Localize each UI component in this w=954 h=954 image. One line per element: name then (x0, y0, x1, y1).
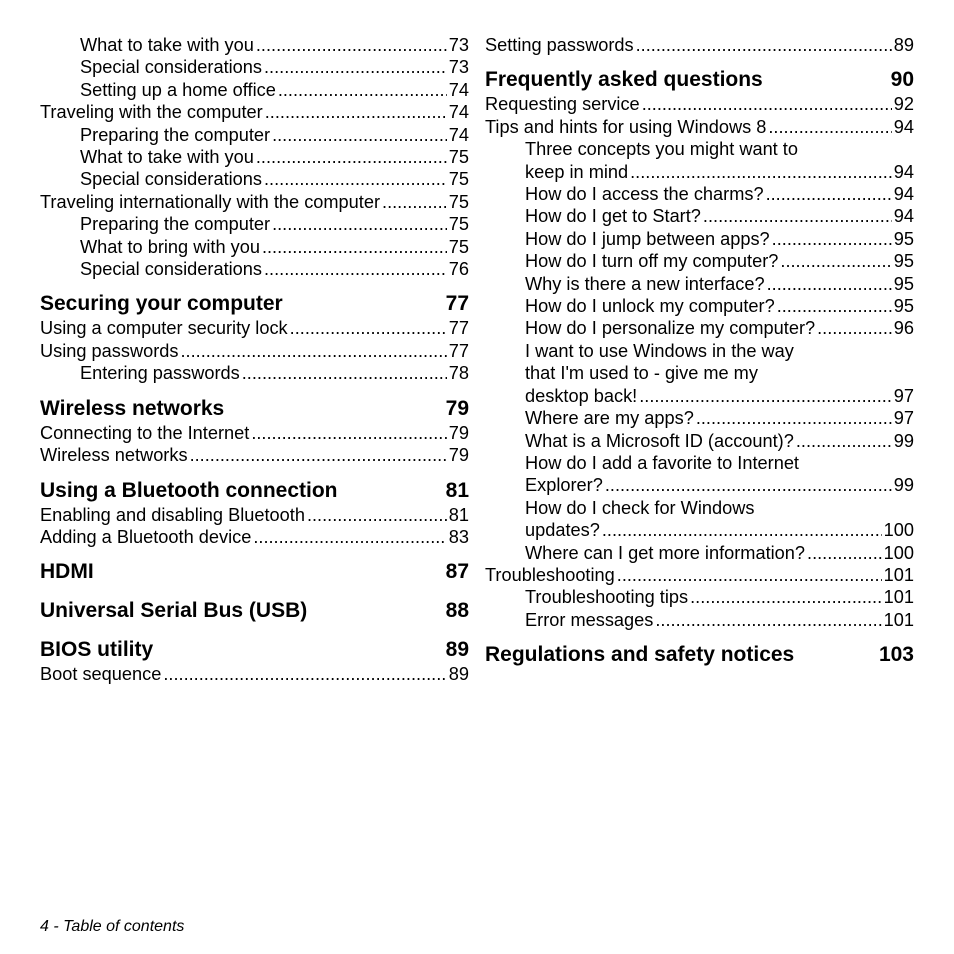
entry-title: Wireless networks (40, 445, 188, 466)
dot-leader (602, 519, 882, 541)
toc-subentry[interactable] (485, 183, 914, 205)
section-title: Securing your computer (40, 292, 283, 316)
toc-entry[interactable] (485, 34, 914, 56)
entry-title: Tips and hints for using Windows 8 (485, 116, 767, 137)
toc-subentry[interactable] (485, 407, 914, 429)
dot-leader (251, 422, 446, 444)
entry-page-number: 101 (883, 564, 914, 585)
entry-page-number: 94 (893, 184, 914, 205)
page-footer: 4 - Table of contents (40, 918, 185, 935)
toc-section-heading[interactable] (40, 396, 469, 422)
section-title: Using a Bluetooth connection (40, 478, 338, 502)
entry-title: Special considerations (80, 57, 262, 78)
toc-entry[interactable] (40, 340, 469, 362)
dot-leader (180, 340, 446, 362)
dot-leader (253, 526, 446, 548)
entry-title: Where can I get more information? (525, 542, 806, 563)
dot-leader (655, 609, 881, 631)
entry-page-number: 83 (448, 526, 469, 547)
dot-leader (639, 385, 892, 407)
dot-leader (190, 444, 447, 466)
entry-title: Connecting to the Internet (40, 422, 250, 443)
entry-page-number: 74 (448, 102, 469, 123)
toc-entry[interactable] (40, 422, 469, 444)
toc-subentry[interactable] (485, 609, 914, 631)
toc-entry-text-line[interactable]: that I'm used to - give me my (525, 363, 758, 384)
entry-page-number: 81 (448, 504, 469, 525)
toc-subentry[interactable] (40, 213, 469, 235)
entry-page-number: 74 (448, 79, 469, 100)
entry-page-number: 73 (448, 35, 469, 55)
toc-entry-text-line[interactable]: Three concepts you might want to (525, 139, 798, 160)
entry-title: What to take with you (80, 35, 254, 55)
entry-title: Requesting service (485, 94, 640, 115)
dot-leader (796, 430, 892, 452)
entry-page-number: 95 (893, 296, 914, 317)
entry-title: What is a Microsoft ID (account)? (525, 430, 794, 451)
entry-title: What to take with you (80, 147, 254, 168)
toc-subentry[interactable] (485, 586, 914, 608)
toc-subentry[interactable] (40, 124, 469, 146)
entry-page-number: 89 (893, 35, 914, 55)
entry-page-number: 95 (893, 228, 914, 249)
toc-section-heading[interactable] (485, 67, 914, 93)
entry-page-number: 99 (893, 430, 914, 451)
entry-title: Entering passwords (80, 363, 240, 384)
entry-page-number: 75 (448, 191, 469, 212)
entry-title: Setting up a home office (80, 79, 276, 100)
toc-entry[interactable] (40, 526, 469, 548)
entry-page-number: 79 (448, 422, 469, 443)
entry-page-number: 94 (893, 161, 914, 182)
dot-leader (642, 93, 892, 115)
toc-subentry[interactable] (485, 519, 914, 541)
toc-entry-text-line[interactable]: How do I check for Windows (525, 497, 755, 518)
toc-entry-text-line[interactable]: How do I add a favorite to Internet (525, 452, 799, 473)
entry-page-number: 75 (448, 147, 469, 168)
dot-leader (290, 317, 447, 339)
entry-title: How do I unlock my computer? (525, 296, 775, 317)
entry-title: Setting passwords (485, 35, 634, 55)
toc-entry[interactable] (40, 317, 469, 339)
entry-page-number: 77 (448, 318, 469, 339)
toc-subentry[interactable] (485, 474, 914, 496)
section-page-number: 103 (878, 643, 914, 667)
entry-title: Using passwords (40, 340, 179, 361)
entry-page-number: 95 (893, 251, 914, 272)
toc-subentry[interactable] (485, 385, 914, 407)
entry-page-number: 78 (448, 363, 469, 384)
toc-section-heading[interactable] (485, 642, 914, 668)
section-page-number: 89 (445, 638, 469, 662)
section-page-number: 81 (445, 478, 469, 502)
toc-entry[interactable] (485, 93, 914, 115)
entry-page-number: 92 (893, 94, 914, 115)
toc-subentry[interactable] (485, 228, 914, 250)
entry-title: Explorer? (525, 475, 603, 496)
entry-title: Traveling internationally with the computer (40, 191, 381, 212)
dot-leader (264, 168, 447, 190)
section-title: Regulations and safety notices (485, 643, 795, 667)
toc-subentry[interactable] (40, 258, 469, 280)
section-page-number: 87 (445, 560, 469, 584)
toc-section-heading[interactable] (40, 559, 469, 585)
toc-subentry[interactable] (40, 56, 469, 78)
toc-subentry[interactable] (485, 205, 914, 227)
toc-entry[interactable] (40, 101, 469, 123)
toc-entry[interactable] (40, 663, 469, 685)
dot-leader (696, 407, 892, 429)
toc-section-heading[interactable] (40, 598, 469, 624)
toc-subentry[interactable] (485, 542, 914, 564)
entry-title: How do I get to Start? (525, 206, 701, 227)
toc-section-heading[interactable] (40, 637, 469, 663)
toc-subentry[interactable] (40, 168, 469, 190)
toc-subentry[interactable] (40, 146, 469, 168)
toc-left-column (40, 34, 469, 686)
entry-title: Troubleshooting tips (525, 587, 689, 608)
entry-title: Special considerations (80, 169, 262, 190)
entry-page-number: 73 (448, 57, 469, 78)
entry-page-number: 75 (448, 169, 469, 190)
entry-title: Error messages (525, 609, 654, 630)
section-page-number: 88 (445, 599, 469, 623)
dot-leader (278, 79, 447, 101)
dot-leader (256, 34, 447, 56)
entry-title: How do I turn off my computer? (525, 251, 779, 272)
dot-leader (307, 504, 447, 526)
entry-title: Using a computer security lock (40, 318, 288, 339)
toc-section-heading[interactable] (40, 478, 469, 504)
dot-leader (703, 205, 892, 227)
toc-subentry[interactable] (485, 161, 914, 183)
entry-title: How do I access the charms? (525, 184, 764, 205)
toc-right-column (485, 34, 914, 668)
dot-leader (777, 295, 892, 317)
entry-page-number: 94 (893, 206, 914, 227)
dot-leader (768, 116, 891, 138)
entry-title: Preparing the computer (80, 124, 271, 145)
dot-leader (256, 146, 447, 168)
section-page-number: 90 (890, 68, 914, 92)
dot-leader (772, 228, 892, 250)
dot-leader (766, 183, 892, 205)
dot-leader (690, 586, 882, 608)
entry-title: Preparing the computer (80, 214, 271, 235)
toc-entry[interactable] (40, 191, 469, 213)
section-title: Universal Serial Bus (USB) (40, 599, 308, 623)
toc-subentry[interactable] (40, 79, 469, 101)
toc-entry-text-line[interactable]: I want to use Windows in the way (525, 340, 794, 361)
entry-title: Adding a Bluetooth device (40, 526, 252, 547)
section-title: Wireless networks (40, 396, 225, 420)
toc-subentry[interactable] (485, 250, 914, 272)
entry-title: Special considerations (80, 259, 262, 280)
entry-title: How do I personalize my computer? (525, 318, 816, 339)
dot-leader (264, 258, 447, 280)
toc-entry[interactable] (40, 444, 469, 466)
entry-title: What to bring with you (80, 236, 260, 257)
entry-title: desktop back! (525, 385, 638, 406)
toc-subentry[interactable] (485, 295, 914, 317)
toc-subentry[interactable] (485, 430, 914, 452)
dot-leader (780, 250, 891, 272)
entry-title: Enabling and disabling Bluetooth (40, 504, 305, 525)
section-title: HDMI (40, 560, 94, 584)
entry-page-number: 97 (893, 385, 914, 406)
entry-title: updates? (525, 520, 600, 541)
entry-page-number: 79 (448, 445, 469, 466)
section-title: BIOS utility (40, 638, 154, 662)
entry-page-number: 76 (448, 259, 469, 280)
dot-leader (272, 213, 447, 235)
section-page-number: 77 (445, 292, 469, 316)
toc-subentry[interactable] (485, 273, 914, 295)
entry-title: Why is there a new interface? (525, 273, 765, 294)
dot-leader (817, 317, 892, 339)
entry-page-number: 75 (448, 236, 469, 257)
entry-page-number: 95 (893, 273, 914, 294)
entry-page-number: 100 (883, 520, 914, 541)
entry-page-number: 77 (448, 340, 469, 361)
dot-leader (636, 34, 892, 56)
entry-page-number: 100 (883, 542, 914, 563)
entry-page-number: 101 (883, 587, 914, 608)
dot-leader (163, 663, 446, 685)
entry-page-number: 94 (893, 116, 914, 137)
entry-page-number: 75 (448, 214, 469, 235)
entry-page-number: 96 (893, 318, 914, 339)
dot-leader (630, 161, 892, 183)
entry-page-number: 74 (448, 124, 469, 145)
entry-title: keep in mind (525, 161, 629, 182)
toc-subentry[interactable] (40, 34, 469, 56)
dot-leader (272, 124, 447, 146)
toc-subentry[interactable] (40, 362, 469, 384)
entry-page-number: 89 (448, 664, 469, 685)
dot-leader (807, 542, 882, 564)
entry-title: Traveling with the computer (40, 102, 263, 123)
entry-title: Where are my apps? (525, 408, 694, 429)
entry-page-number: 97 (893, 408, 914, 429)
toc-section-heading[interactable] (40, 291, 469, 317)
section-title: Frequently asked questions (485, 68, 763, 92)
dot-leader (605, 474, 892, 496)
toc-subentry[interactable] (40, 236, 469, 258)
dot-leader (242, 362, 447, 384)
dot-leader (265, 101, 447, 123)
dot-leader (264, 56, 447, 78)
dot-leader (767, 273, 892, 295)
toc-subentry[interactable] (485, 317, 914, 339)
entry-title: Boot sequence (40, 664, 162, 685)
section-page-number: 79 (445, 396, 469, 420)
toc-entry[interactable] (40, 504, 469, 526)
dot-leader (262, 236, 447, 258)
dot-leader (617, 564, 882, 586)
entry-page-number: 101 (883, 609, 914, 630)
dot-leader (382, 191, 447, 213)
entry-page-number: 99 (893, 475, 914, 496)
entry-title: How do I jump between apps? (525, 228, 770, 249)
entry-title: Troubleshooting (485, 564, 615, 585)
toc-entry[interactable] (485, 564, 914, 586)
toc-entry[interactable] (485, 116, 914, 138)
